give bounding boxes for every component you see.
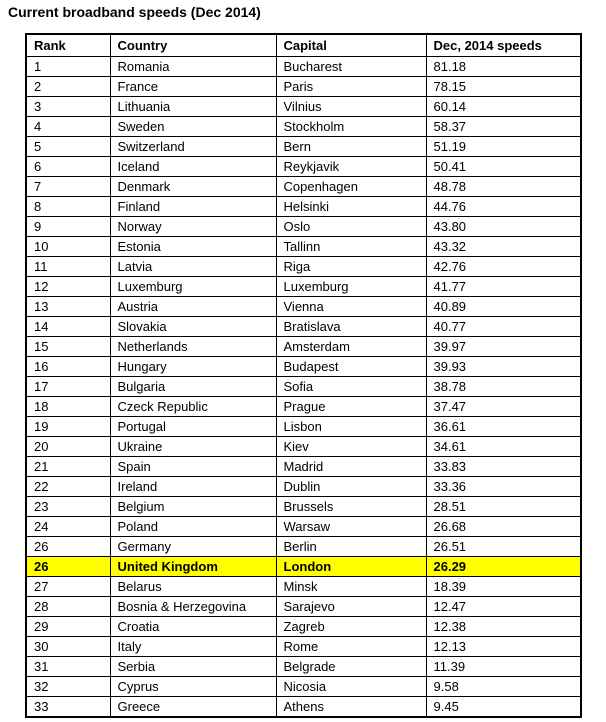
country-cell: Czeck Republic <box>110 397 276 417</box>
rank-cell: 1 <box>26 57 110 77</box>
capital-cell: Stockholm <box>276 117 426 137</box>
table-row <box>26 337 581 357</box>
speed-cell: 44.76 <box>426 197 581 217</box>
table-row <box>26 497 581 517</box>
rank-cell: 27 <box>26 577 110 597</box>
country-cell: Denmark <box>110 177 276 197</box>
speed-cell: 18.39 <box>426 577 581 597</box>
speed-cell: 60.14 <box>426 97 581 117</box>
capital-cell: Reykjavik <box>276 157 426 177</box>
country-cell: Lithuania <box>110 97 276 117</box>
country-cell: Sweden <box>110 117 276 137</box>
capital-cell: Riga <box>276 257 426 277</box>
rank-cell: 3 <box>26 97 110 117</box>
table-row <box>26 357 581 377</box>
table-row <box>26 457 581 477</box>
capital-cell: Budapest <box>276 357 426 377</box>
capital-cell: Bern <box>276 137 426 157</box>
table-row <box>26 577 581 597</box>
country-cell: Ukraine <box>110 437 276 457</box>
speed-cell: 51.19 <box>426 137 581 157</box>
country-cell: Romania <box>110 57 276 77</box>
capital-cell: Oslo <box>276 217 426 237</box>
table-row <box>26 397 581 417</box>
rank-cell: 32 <box>26 677 110 697</box>
rank-cell: 18 <box>26 397 110 417</box>
table-row <box>26 177 581 197</box>
table-row <box>26 117 581 137</box>
table-row <box>26 697 581 718</box>
country-cell: Spain <box>110 457 276 477</box>
table-row <box>26 317 581 337</box>
speed-cell: 42.76 <box>426 257 581 277</box>
rank-cell: 13 <box>26 297 110 317</box>
country-cell: Greece <box>110 697 276 718</box>
column-header-rank: Rank <box>26 34 110 57</box>
capital-cell: Amsterdam <box>276 337 426 357</box>
speed-cell: 78.15 <box>426 77 581 97</box>
table-row <box>26 557 581 577</box>
capital-cell: Rome <box>276 637 426 657</box>
speed-cell: 26.51 <box>426 537 581 557</box>
table-row <box>26 97 581 117</box>
rank-cell: 9 <box>26 217 110 237</box>
speed-cell: 41.77 <box>426 277 581 297</box>
country-cell: Poland <box>110 517 276 537</box>
table-body <box>26 57 581 718</box>
capital-cell: Belgrade <box>276 657 426 677</box>
table-row <box>26 197 581 217</box>
rank-cell: 16 <box>26 357 110 377</box>
speed-cell: 12.38 <box>426 617 581 637</box>
broadband-speeds-table <box>25 33 582 718</box>
table-row <box>26 597 581 617</box>
capital-cell: Dublin <box>276 477 426 497</box>
rank-cell: 15 <box>26 337 110 357</box>
capital-cell: Bucharest <box>276 57 426 77</box>
rank-cell: 26 <box>26 537 110 557</box>
speed-cell: 34.61 <box>426 437 581 457</box>
speed-cell: 39.93 <box>426 357 581 377</box>
speed-cell: 12.47 <box>426 597 581 617</box>
speed-cell: 26.68 <box>426 517 581 537</box>
rank-cell: 10 <box>26 237 110 257</box>
country-cell: Croatia <box>110 617 276 637</box>
capital-cell: Minsk <box>276 577 426 597</box>
rank-cell: 28 <box>26 597 110 617</box>
capital-cell: Warsaw <box>276 517 426 537</box>
table-row <box>26 617 581 637</box>
column-header-country: Country <box>110 34 276 57</box>
speed-cell: 36.61 <box>426 417 581 437</box>
rank-cell: 2 <box>26 77 110 97</box>
rank-cell: 14 <box>26 317 110 337</box>
rank-cell: 5 <box>26 137 110 157</box>
table-row <box>26 157 581 177</box>
speed-cell: 40.77 <box>426 317 581 337</box>
table-row <box>26 417 581 437</box>
rank-cell: 8 <box>26 197 110 217</box>
country-cell: Iceland <box>110 157 276 177</box>
rank-cell: 29 <box>26 617 110 637</box>
country-cell: Netherlands <box>110 337 276 357</box>
table-row <box>26 657 581 677</box>
table-row <box>26 677 581 697</box>
rank-cell: 11 <box>26 257 110 277</box>
country-cell: Ireland <box>110 477 276 497</box>
country-cell: Finland <box>110 197 276 217</box>
rank-cell: 20 <box>26 437 110 457</box>
country-cell: Luxemburg <box>110 277 276 297</box>
capital-cell: Athens <box>276 697 426 718</box>
table-row <box>26 297 581 317</box>
column-header-capital: Capital <box>276 34 426 57</box>
speed-cell: 40.89 <box>426 297 581 317</box>
table-row <box>26 237 581 257</box>
capital-cell: Vilnius <box>276 97 426 117</box>
rank-cell: 24 <box>26 517 110 537</box>
capital-cell: Paris <box>276 77 426 97</box>
country-cell: United Kingdom <box>110 557 276 577</box>
rank-cell: 22 <box>26 477 110 497</box>
table-row <box>26 217 581 237</box>
capital-cell: Tallinn <box>276 237 426 257</box>
rank-cell: 26 <box>26 557 110 577</box>
country-cell: France <box>110 77 276 97</box>
country-cell: Serbia <box>110 657 276 677</box>
country-cell: Portugal <box>110 417 276 437</box>
table-row <box>26 637 581 657</box>
rank-cell: 31 <box>26 657 110 677</box>
capital-cell: Lisbon <box>276 417 426 437</box>
capital-cell: Brussels <box>276 497 426 517</box>
capital-cell: London <box>276 557 426 577</box>
rank-cell: 7 <box>26 177 110 197</box>
speed-cell: 28.51 <box>426 497 581 517</box>
capital-cell: Helsinki <box>276 197 426 217</box>
capital-cell: Sofia <box>276 377 426 397</box>
speed-cell: 11.39 <box>426 657 581 677</box>
speed-cell: 58.37 <box>426 117 581 137</box>
speed-cell: 33.36 <box>426 477 581 497</box>
speed-cell: 43.80 <box>426 217 581 237</box>
country-cell: Bosnia & Herzegovina <box>110 597 276 617</box>
country-cell: Switzerland <box>110 137 276 157</box>
country-cell: Norway <box>110 217 276 237</box>
speed-cell: 50.41 <box>426 157 581 177</box>
table-row <box>26 77 581 97</box>
table-row <box>26 257 581 277</box>
country-cell: Estonia <box>110 237 276 257</box>
header-row <box>26 34 581 57</box>
capital-cell: Berlin <box>276 537 426 557</box>
page-title: Current broadband speeds (Dec 2014) <box>8 4 261 20</box>
capital-cell: Copenhagen <box>276 177 426 197</box>
country-cell: Belarus <box>110 577 276 597</box>
speed-cell: 38.78 <box>426 377 581 397</box>
country-cell: Italy <box>110 637 276 657</box>
country-cell: Cyprus <box>110 677 276 697</box>
capital-cell: Zagreb <box>276 617 426 637</box>
table-row <box>26 477 581 497</box>
rank-cell: 6 <box>26 157 110 177</box>
table-row <box>26 277 581 297</box>
table-row <box>26 137 581 157</box>
capital-cell: Luxemburg <box>276 277 426 297</box>
capital-cell: Madrid <box>276 457 426 477</box>
table-row <box>26 517 581 537</box>
country-cell: Slovakia <box>110 317 276 337</box>
rank-cell: 21 <box>26 457 110 477</box>
rank-cell: 17 <box>26 377 110 397</box>
speed-cell: 43.32 <box>426 237 581 257</box>
column-header-speed: Dec, 2014 speeds <box>426 34 581 57</box>
speed-cell: 33.83 <box>426 457 581 477</box>
rank-cell: 30 <box>26 637 110 657</box>
country-cell: Latvia <box>110 257 276 277</box>
speed-cell: 39.97 <box>426 337 581 357</box>
capital-cell: Kiev <box>276 437 426 457</box>
rank-cell: 4 <box>26 117 110 137</box>
capital-cell: Bratislava <box>276 317 426 337</box>
speed-cell: 9.58 <box>426 677 581 697</box>
table-row <box>26 377 581 397</box>
rank-cell: 33 <box>26 697 110 718</box>
speed-cell: 48.78 <box>426 177 581 197</box>
rank-cell: 12 <box>26 277 110 297</box>
capital-cell: Nicosia <box>276 677 426 697</box>
country-cell: Belgium <box>110 497 276 517</box>
capital-cell: Sarajevo <box>276 597 426 617</box>
table-row <box>26 537 581 557</box>
table-row <box>26 437 581 457</box>
capital-cell: Vienna <box>276 297 426 317</box>
country-cell: Bulgaria <box>110 377 276 397</box>
country-cell: Germany <box>110 537 276 557</box>
speed-cell: 12.13 <box>426 637 581 657</box>
speed-cell: 9.45 <box>426 697 581 718</box>
country-cell: Hungary <box>110 357 276 377</box>
speed-cell: 37.47 <box>426 397 581 417</box>
capital-cell: Prague <box>276 397 426 417</box>
country-cell: Austria <box>110 297 276 317</box>
rank-cell: 23 <box>26 497 110 517</box>
table-row <box>26 57 581 77</box>
speed-cell: 26.29 <box>426 557 581 577</box>
speed-cell: 81.18 <box>426 57 581 77</box>
rank-cell: 19 <box>26 417 110 437</box>
